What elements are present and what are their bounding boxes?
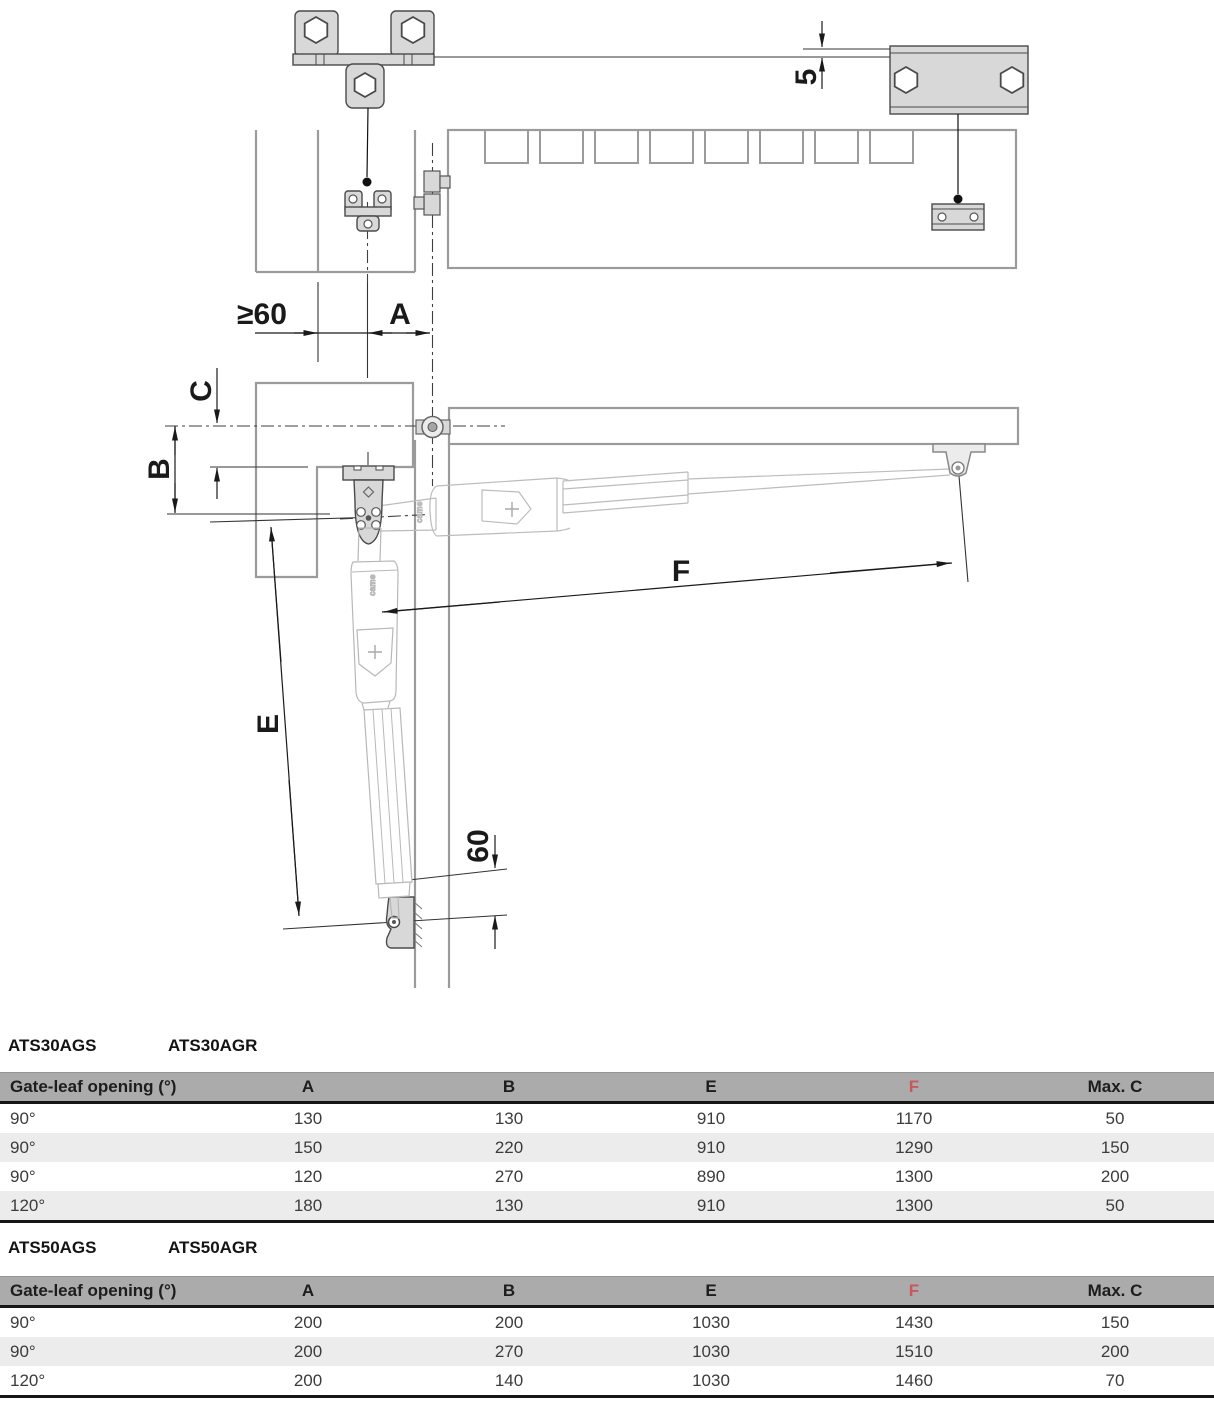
- label-a: A: [389, 298, 411, 331]
- table-cell: 1300: [895, 1195, 933, 1215]
- table-cell: 910: [696, 1108, 726, 1128]
- table-row: [0, 1103, 1214, 1134]
- model-name: ATS50AGR: [168, 1238, 258, 1257]
- table-cell: 200: [1100, 1341, 1130, 1361]
- spec-table-ats30: [0, 1072, 1214, 1223]
- table-cell: 910: [696, 1195, 726, 1215]
- column-header-f: F: [812, 1073, 1016, 1103]
- table-cell: 890: [696, 1166, 726, 1186]
- table-cell: 90°: [10, 1137, 36, 1157]
- table-cell: 200: [293, 1312, 323, 1332]
- table-cell: 1030: [692, 1370, 730, 1390]
- actuator-open-ghost: [378, 469, 950, 536]
- table-cell: 130: [494, 1195, 524, 1215]
- table-cell: 1460: [895, 1370, 933, 1390]
- column-header-a: A: [208, 1073, 408, 1103]
- table-cell: 130: [494, 1108, 524, 1128]
- table-cell: 1300: [895, 1166, 933, 1186]
- table-row: [0, 1162, 1214, 1191]
- label-b: B: [143, 458, 176, 480]
- table-cell: 50: [1105, 1195, 1125, 1215]
- model-name: ATS50AGS: [8, 1238, 97, 1257]
- column-header-f: F: [812, 1277, 1016, 1307]
- table-cell: 120°: [10, 1195, 46, 1215]
- table-cell: 130: [293, 1108, 323, 1128]
- model-name: ATS30AGR: [168, 1036, 258, 1055]
- table-cell: 90°: [10, 1312, 36, 1332]
- table-cell: 1170: [895, 1108, 933, 1128]
- column-header-gate-leaf-opening: Gate-leaf opening (°): [0, 1277, 208, 1307]
- actuator-closed: [351, 528, 412, 918]
- brand-label-closed: came: [368, 574, 377, 596]
- column-header-b: B: [408, 1277, 610, 1307]
- table-cell: 90°: [10, 1108, 36, 1128]
- table-cell: 150: [1100, 1312, 1130, 1332]
- table-cell: 270: [494, 1166, 524, 1186]
- label-stroke-margin: 60: [462, 829, 495, 863]
- brand-emblem-open: [482, 490, 531, 524]
- table-cell: 1510: [895, 1341, 933, 1361]
- column-header-max-c: Max. C: [1016, 1277, 1214, 1307]
- column-header-e: E: [610, 1073, 812, 1103]
- table-cell: 140: [494, 1370, 524, 1390]
- table-cell: 270: [494, 1341, 524, 1361]
- table1-titles: [0, 1036, 1214, 1058]
- front-bracket-plan: [345, 191, 391, 231]
- table-cell: 1030: [692, 1341, 730, 1361]
- column-header-a: A: [208, 1277, 408, 1307]
- column-header-b: B: [408, 1073, 610, 1103]
- label-min-gap: ≥60: [237, 298, 287, 331]
- table-cell: 50: [1105, 1108, 1125, 1128]
- brand-label-open: came: [415, 501, 424, 523]
- hex-bolt-icon: [895, 67, 918, 93]
- header-row: [0, 1277, 1214, 1307]
- table-cell: 910: [696, 1137, 726, 1157]
- label-e: E: [252, 713, 285, 735]
- hex-bolt-icon: [402, 17, 425, 43]
- table-cell: 220: [494, 1137, 524, 1157]
- hex-bolt-icon: [305, 17, 328, 43]
- leader-dot-left: [363, 178, 372, 187]
- fence-plan: [448, 130, 1016, 268]
- spec-table-ats50: [0, 1276, 1214, 1398]
- table-cell: 150: [293, 1137, 323, 1157]
- column-header-e: E: [610, 1277, 812, 1307]
- table-cell: 120: [293, 1166, 323, 1186]
- table-cell: 90°: [10, 1166, 36, 1186]
- model-name: ATS30AGS: [8, 1036, 97, 1055]
- gate-leaf-open: [449, 408, 1018, 444]
- table-row: [0, 1366, 1214, 1397]
- table-row: [0, 1191, 1214, 1222]
- table-cell: 200: [293, 1341, 323, 1361]
- bottom-pivot-bracket: [387, 897, 423, 948]
- table-cell: 1030: [692, 1312, 730, 1332]
- table-cell: 1290: [895, 1137, 933, 1157]
- table-cell: 120°: [10, 1370, 46, 1390]
- plan-view-structure: [256, 130, 1016, 272]
- hinge-elevation: [416, 417, 450, 438]
- table-cell: 180: [293, 1195, 323, 1215]
- table-cell: 200: [494, 1312, 524, 1332]
- label-c: C: [185, 380, 218, 402]
- table-row: [0, 1133, 1214, 1162]
- table-cell: 200: [1100, 1166, 1130, 1186]
- table-cell: 70: [1105, 1370, 1125, 1390]
- table-cell: 200: [293, 1370, 323, 1390]
- column-header-gate-leaf-opening: Gate-leaf opening (°): [0, 1073, 208, 1103]
- table-cell: 1430: [895, 1312, 933, 1332]
- table-row: [0, 1337, 1214, 1366]
- leader-dot-right: [954, 195, 963, 204]
- column-header-max-c: Max. C: [1016, 1073, 1214, 1103]
- header-row: [0, 1073, 1214, 1103]
- label-f: F: [671, 555, 691, 588]
- table-cell: 150: [1100, 1137, 1130, 1157]
- table-row: [0, 1307, 1214, 1338]
- hex-bolt-icon: [1001, 67, 1024, 93]
- rear-pivot-bracket: [933, 444, 985, 476]
- table2-titles: [0, 1238, 1214, 1260]
- label-plate-offset: 5: [790, 68, 823, 86]
- table-cell: 90°: [10, 1341, 36, 1361]
- hex-bolt-icon: [355, 73, 376, 97]
